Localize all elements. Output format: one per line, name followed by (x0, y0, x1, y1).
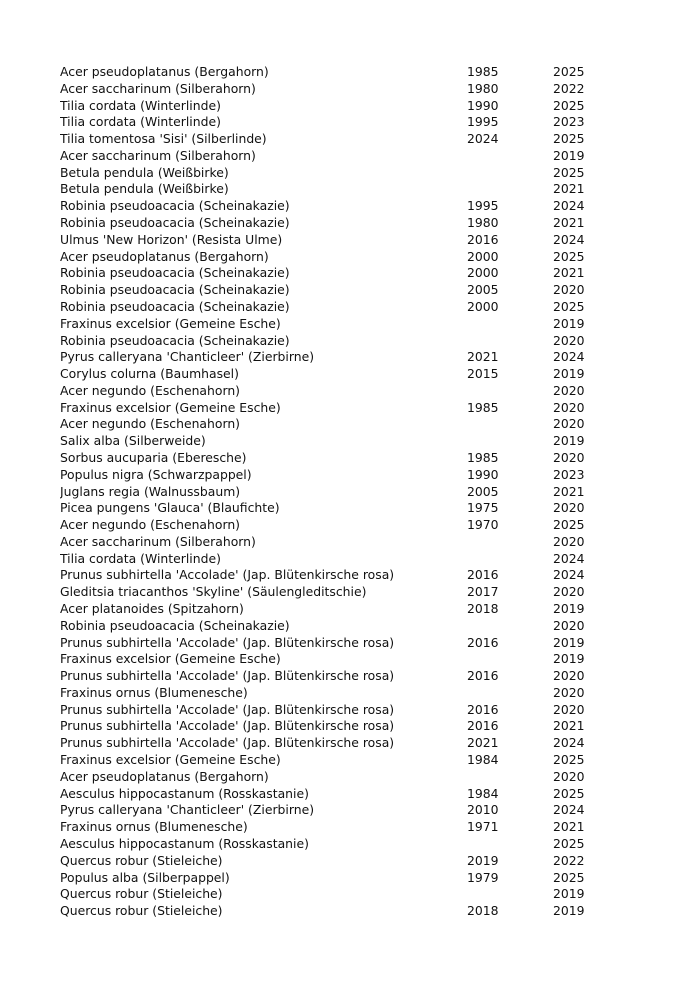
planting-year-cell: 1984 (467, 785, 499, 801)
tree-species-cell: Acer negundo (Eschenahorn) (60, 416, 241, 432)
planting-year-cell: 2016 (467, 668, 499, 684)
tree-species-cell: Acer negundo (Eschenahorn) (60, 382, 241, 398)
planting-year-cell: 2000 (467, 248, 499, 264)
table-row (60, 819, 600, 836)
tree-species-cell: Acer pseudoplatanus (Bergahorn) (60, 248, 269, 264)
inspection-year-cell: 2025 (553, 835, 585, 851)
tree-species-cell: Juglans regia (Walnussbaum) (60, 483, 241, 499)
inspection-year-cell: 2019 (553, 433, 585, 449)
inspection-year-cell: 2020 (553, 668, 585, 684)
tree-species-cell: Tilia cordata (Winterlinde) (60, 550, 221, 566)
inspection-year-cell: 2025 (553, 752, 585, 768)
inspection-year-cell: 2019 (553, 366, 585, 382)
tree-species-cell: Acer saccharinum (Silberahorn) (60, 533, 256, 549)
table-row (60, 870, 600, 887)
tree-table-body (60, 64, 600, 920)
table-row (60, 249, 600, 266)
planting-year-cell: 1975 (467, 500, 499, 516)
inspection-year-cell: 2019 (553, 315, 585, 331)
inspection-year-cell: 2020 (553, 449, 585, 465)
planting-year-cell: 2024 (467, 131, 499, 147)
tree-species-cell: Acer platanoides (Spitzahorn) (60, 601, 244, 616)
inspection-year-cell: 2021 (553, 819, 585, 835)
tree-species-cell: Quercus robur (Stieleiche) (60, 903, 223, 919)
table-row (60, 316, 600, 333)
planting-year-cell (467, 618, 553, 635)
tree-species-cell: Robinia pseudoacacia (Scheinakazie) (60, 282, 290, 298)
planting-year-cell: 1985 (467, 449, 499, 465)
table-row (60, 416, 600, 433)
tree-species-cell: Gleditsia triacanthos 'Skyline' (Säulengleditschie) (60, 584, 367, 600)
table-row (60, 232, 600, 249)
inspection-year-cell: 2025 (553, 869, 585, 885)
inspection-year-cell: 2025 (553, 97, 585, 113)
planting-year-cell (467, 181, 553, 198)
table-row (60, 349, 600, 366)
table-row (60, 165, 600, 182)
tree-species-cell: Acer pseudoplatanus (Bergahorn) (60, 768, 269, 784)
planting-year-cell: 1995 (467, 114, 499, 130)
tree-species-cell: Salix alba (Silberweide) (60, 433, 206, 449)
inspection-year-cell: 2019 (553, 601, 585, 616)
tree-table (60, 64, 600, 920)
inspection-year-cell: 2024 (553, 231, 585, 247)
tree-species-cell: Robinia pseudoacacia (Scheinakazie) (60, 617, 290, 633)
inspection-year-cell: 2020 (553, 768, 585, 784)
planting-year-cell (467, 148, 553, 165)
inspection-year-cell: 2021 (553, 181, 585, 197)
table-row (60, 299, 600, 316)
planting-year-cell: 2019 (467, 852, 499, 868)
planting-year-cell: 1980 (467, 215, 499, 231)
planting-year-cell: 2018 (467, 601, 499, 616)
planting-year-cell (467, 416, 553, 433)
table-row (60, 114, 600, 131)
planting-year-cell: 1995 (467, 198, 499, 214)
inspection-year-cell: 2023 (553, 466, 585, 482)
planting-year-cell (467, 534, 553, 551)
tree-species-cell: Acer saccharinum (Silberahorn) (60, 80, 256, 96)
inspection-year-cell: 2024 (553, 550, 585, 566)
tree-species-cell: Prunus subhirtella 'Accolade' (Jap. Blütenkirsche rosa) (60, 718, 395, 734)
table-row (60, 903, 600, 920)
inspection-year-cell: 2020 (553, 399, 585, 415)
table-row (60, 786, 600, 803)
inspection-year-cell: 2023 (553, 114, 585, 130)
tree-species-cell: Tilia cordata (Winterlinde) (60, 97, 221, 113)
tree-species-cell: Picea pungens 'Glauca' (Blaufichte) (60, 500, 280, 516)
table-row (60, 215, 600, 232)
table-row (60, 853, 600, 870)
inspection-year-cell: 2021 (553, 483, 585, 499)
tree-species-cell: Pyrus calleryana 'Chanticleer' (Zierbirne) (60, 802, 315, 818)
inspection-year-cell: 2024 (553, 802, 585, 818)
table-row (60, 601, 600, 618)
table-row (60, 265, 600, 282)
planting-year-cell (467, 316, 553, 333)
inspection-year-cell: 2020 (553, 416, 585, 432)
planting-year-cell (467, 651, 553, 668)
tree-species-cell: Aesculus hippocastanum (Rosskastanie) (60, 835, 309, 851)
tree-species-cell: Prunus subhirtella 'Accolade' (Jap. Blütenkirsche rosa) (60, 735, 395, 751)
planting-year-cell: 1979 (467, 869, 499, 885)
table-row (60, 366, 600, 383)
inspection-year-cell: 2024 (553, 198, 585, 214)
planting-year-cell: 1971 (467, 819, 499, 835)
planting-year-cell (467, 333, 553, 350)
inspection-year-cell: 2022 (553, 852, 585, 868)
tree-species-cell: Fraxinus excelsior (Gemeine Esche) (60, 752, 281, 768)
inspection-year-cell: 2020 (553, 533, 585, 549)
tree-species-cell: Fraxinus excelsior (Gemeine Esche) (60, 651, 281, 667)
tree-species-cell: Prunus subhirtella 'Accolade' (Jap. Blütenkirsche rosa) (60, 634, 395, 650)
planting-year-cell: 2015 (467, 366, 499, 382)
tree-species-cell: Populus nigra (Schwarzpappel) (60, 466, 252, 482)
planting-year-cell: 2016 (467, 634, 499, 650)
table-row (60, 282, 600, 299)
inspection-year-cell: 2025 (553, 248, 585, 264)
table-row (60, 500, 600, 517)
inspection-year-cell: 2020 (553, 684, 585, 700)
planting-year-cell: 1990 (467, 97, 499, 113)
tree-species-cell: Aesculus hippocastanum (Rosskastanie) (60, 785, 309, 801)
inspection-year-cell: 2021 (553, 718, 585, 734)
table-row (60, 702, 600, 719)
table-row (60, 886, 600, 903)
inspection-year-cell: 2021 (553, 265, 585, 281)
tree-species-cell: Prunus subhirtella 'Accolade' (Jap. Blütenkirsche rosa) (60, 668, 395, 684)
tree-species-cell: Tilia tomentosa 'Sisi' (Silberlinde) (60, 131, 267, 147)
table-row (60, 181, 600, 198)
tree-species-cell: Robinia pseudoacacia (Scheinakazie) (60, 265, 290, 281)
planting-year-cell (467, 836, 553, 853)
table-row (60, 752, 600, 769)
inspection-year-cell: 2022 (553, 80, 585, 96)
planting-year-cell: 2016 (467, 231, 499, 247)
inspection-year-cell: 2024 (553, 349, 585, 365)
inspection-year-cell: 2020 (553, 701, 585, 717)
planting-year-cell: 2005 (467, 483, 499, 499)
planting-year-cell: 2018 (467, 903, 499, 919)
inspection-year-cell: 2019 (553, 147, 585, 163)
planting-year-cell: 2016 (467, 701, 499, 717)
table-row (60, 333, 600, 350)
planting-year-cell: 2021 (467, 349, 499, 365)
table-row (60, 383, 600, 400)
table-row (60, 98, 600, 115)
table-row (60, 584, 600, 601)
planting-year-cell: 1980 (467, 80, 499, 96)
inspection-year-cell: 2024 (553, 735, 585, 751)
table-row (60, 450, 600, 467)
table-row (60, 769, 600, 786)
tree-species-cell: Quercus robur (Stieleiche) (60, 852, 223, 868)
table-row (60, 64, 600, 81)
planting-year-cell: 1985 (467, 64, 499, 79)
tree-species-cell: Quercus robur (Stieleiche) (60, 886, 223, 902)
table-row (60, 484, 600, 501)
table-row (60, 635, 600, 652)
planting-year-cell: 2016 (467, 567, 499, 583)
tree-species-cell: Robinia pseudoacacia (Scheinakazie) (60, 215, 290, 231)
planting-year-cell (467, 551, 553, 568)
planting-year-cell (467, 685, 553, 702)
tree-species-cell: Tilia cordata (Winterlinde) (60, 114, 221, 130)
planting-year-cell (467, 165, 553, 182)
planting-year-cell (467, 886, 553, 903)
planting-year-cell: 2016 (467, 718, 499, 734)
planting-year-cell: 2017 (467, 584, 499, 600)
tree-species-cell: Acer saccharinum (Silberahorn) (60, 147, 256, 163)
tree-species-cell: Ulmus 'New Horizon' (Resista Ulme) (60, 231, 283, 247)
tree-species-cell: Acer pseudoplatanus (Bergahorn) (60, 64, 269, 79)
table-row (60, 567, 600, 584)
table-row (60, 131, 600, 148)
tree-species-cell: Acer negundo (Eschenahorn) (60, 517, 241, 533)
planting-year-cell (467, 383, 553, 400)
tree-species-cell: Robinia pseudoacacia (Scheinakazie) (60, 332, 290, 348)
tree-species-cell: Prunus subhirtella 'Accolade' (Jap. Blütenkirsche rosa) (60, 567, 395, 583)
tree-species-cell: Betula pendula (Weißbirke) (60, 164, 229, 180)
tree-species-cell: Robinia pseudoacacia (Scheinakazie) (60, 298, 290, 314)
inspection-year-cell: 2020 (553, 617, 585, 633)
tree-species-cell: Betula pendula (Weißbirke) (60, 181, 229, 197)
inspection-year-cell: 2025 (553, 64, 585, 79)
table-row (60, 735, 600, 752)
inspection-year-cell: 2021 (553, 215, 585, 231)
inspection-year-cell: 2025 (553, 517, 585, 533)
table-row (60, 836, 600, 853)
planting-year-cell: 1970 (467, 517, 499, 533)
tree-species-cell: Fraxinus excelsior (Gemeine Esche) (60, 399, 281, 415)
planting-year-cell: 2000 (467, 265, 499, 281)
inspection-year-cell: 2025 (553, 131, 585, 147)
table-row (60, 534, 600, 551)
planting-year-cell: 2000 (467, 298, 499, 314)
table-row (60, 685, 600, 702)
table-row (60, 400, 600, 417)
tree-species-cell: Prunus subhirtella 'Accolade' (Jap. Blütenkirsche rosa) (60, 701, 395, 717)
planting-year-cell: 2005 (467, 282, 499, 298)
table-row (60, 718, 600, 735)
inspection-year-cell: 2020 (553, 332, 585, 348)
inspection-year-cell: 2025 (553, 298, 585, 314)
table-row (60, 668, 600, 685)
inspection-year-cell: 2020 (553, 500, 585, 516)
tree-species-cell: Sorbus aucuparia (Eberesche) (60, 449, 247, 465)
inspection-year-cell: 2025 (553, 785, 585, 801)
table-row (60, 651, 600, 668)
planting-year-cell: 1984 (467, 752, 499, 768)
planting-year-cell (467, 769, 553, 786)
planting-year-cell (467, 433, 553, 450)
inspection-year-cell: 2025 (553, 164, 585, 180)
tree-species-cell: Fraxinus ornus (Blumenesche) (60, 819, 248, 835)
inspection-year-cell: 2019 (553, 651, 585, 667)
planting-year-cell: 1990 (467, 466, 499, 482)
table-row (60, 551, 600, 568)
inspection-year-cell: 2020 (553, 584, 585, 600)
tree-species-cell: Fraxinus ornus (Blumenesche) (60, 684, 248, 700)
tree-species-cell: Populus alba (Silberpappel) (60, 869, 230, 885)
tree-species-cell: Fraxinus excelsior (Gemeine Esche) (60, 315, 281, 331)
table-row (60, 517, 600, 534)
table-row (60, 81, 600, 98)
inspection-year-cell: 2020 (553, 282, 585, 298)
table-row (60, 148, 600, 165)
planting-year-cell: 1985 (467, 399, 499, 415)
inspection-year-cell: 2019 (553, 634, 585, 650)
inspection-year-cell: 2019 (553, 886, 585, 902)
table-row (60, 467, 600, 484)
table-row (60, 618, 600, 635)
inspection-year-cell: 2024 (553, 567, 585, 583)
tree-species-cell: Pyrus calleryana 'Chanticleer' (Zierbirne) (60, 349, 315, 365)
table-row (60, 198, 600, 215)
planting-year-cell: 2021 (467, 735, 499, 751)
tree-species-cell: Robinia pseudoacacia (Scheinakazie) (60, 198, 290, 214)
planting-year-cell: 2010 (467, 802, 499, 818)
inspection-year-cell: 2019 (553, 903, 585, 919)
table-row (60, 433, 600, 450)
tree-species-cell: Corylus colurna (Baumhasel) (60, 366, 239, 382)
table-row (60, 802, 600, 819)
inspection-year-cell: 2020 (553, 382, 585, 398)
